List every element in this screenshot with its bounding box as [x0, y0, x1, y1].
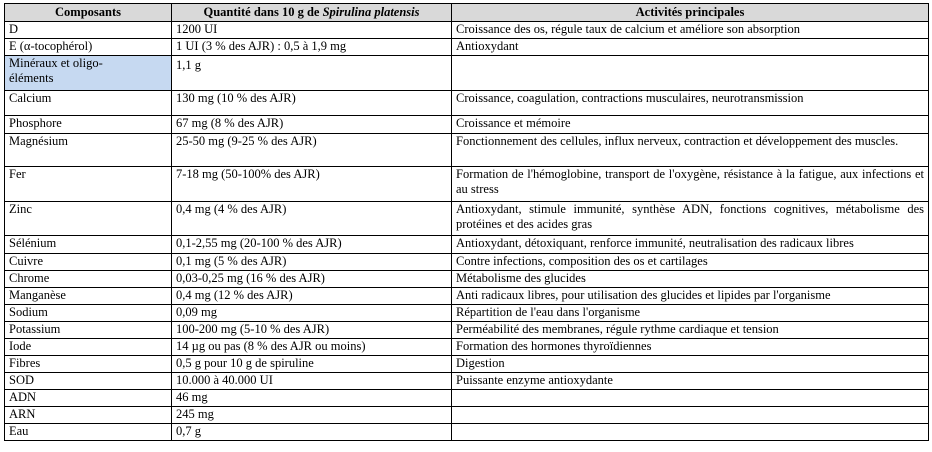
- cell-quantite: 0,1-2,55 mg (20-100 % des AJR): [172, 236, 452, 254]
- header-quantite: [172, 4, 452, 22]
- cell-composant: Zinc: [5, 202, 172, 236]
- cell-composant: Sodium: [5, 305, 172, 322]
- header-composants: Composants: [5, 4, 172, 22]
- cell-composant: Potassium: [5, 322, 172, 339]
- cell-quantite: 100-200 mg (5-10 % des AJR): [172, 322, 452, 339]
- cell-activite: [452, 390, 929, 407]
- cell-composant: ARN: [5, 407, 172, 424]
- cell-composant: D: [5, 22, 172, 39]
- header-quantite-species: Spirulina platensis: [322, 5, 420, 19]
- cell-quantite: 1 UI (3 % des AJR) : 0,5 à 1,9 mg: [172, 39, 452, 56]
- cell-activite: [452, 424, 929, 441]
- table-row: [5, 236, 929, 254]
- cell-composant: Sélénium: [5, 236, 172, 254]
- cell-activite: Perméabilité des membranes, régule rythme cardiaque et tension: [452, 322, 929, 339]
- cell-quantite: 25-50 mg (9-25 % des AJR): [172, 134, 452, 167]
- table-row: [5, 167, 929, 202]
- cell-composant: Phosphore: [5, 116, 172, 134]
- cell-quantite: 0,5 g pour 10 g de spiruline: [172, 356, 452, 373]
- cell-activite: Métabolisme des glucides: [452, 271, 929, 288]
- cell-quantite: 1200 UI: [172, 22, 452, 39]
- cell-quantite: 0,09 mg: [172, 305, 452, 322]
- table-row: [5, 91, 929, 116]
- cell-activite: Croissance, coagulation, contractions musculaires, neurotransmission: [452, 91, 929, 116]
- cell-activite: Croissance et mémoire: [452, 116, 929, 134]
- cell-quantite: 67 mg (8 % des AJR): [172, 116, 452, 134]
- table-row: [5, 254, 929, 271]
- cell-composant: Manganèse: [5, 288, 172, 305]
- cell-activite: [452, 56, 929, 91]
- table-row: [5, 116, 929, 134]
- cell-quantite: 14 µg ou pas (8 % des AJR ou moins): [172, 339, 452, 356]
- table-row: [5, 134, 929, 167]
- cell-quantite: 0,4 mg (12 % des AJR): [172, 288, 452, 305]
- table-row: [5, 339, 929, 356]
- table-row: [5, 305, 929, 322]
- cell-activite: Anti radicaux libres, pour utilisation des glucides et lipides par l'organisme: [452, 288, 929, 305]
- cell-activite: [452, 407, 929, 424]
- cell-activite: Antioxydant, stimule immunité, synthèse ADN, fonctions cognitives, métabolisme des protéines et des acides gras: [452, 202, 929, 236]
- cell-activite: Digestion: [452, 356, 929, 373]
- cell-quantite: 245 mg: [172, 407, 452, 424]
- cell-quantite: 130 mg (10 % des AJR): [172, 91, 452, 116]
- cell-composant: Magnésium: [5, 134, 172, 167]
- cell-quantite: 0,4 mg (4 % des AJR): [172, 202, 452, 236]
- cell-activite: Contre infections, composition des os et cartilages: [452, 254, 929, 271]
- table-row: [5, 424, 929, 441]
- cell-activite: Formation de l'hémoglobine, transport de l'oxygène, résistance à la fatigue, aux infections et au stress: [452, 167, 929, 202]
- cell-activite: Antioxydant, détoxiquant, renforce immunité, neutralisation des radicaux libres: [452, 236, 929, 254]
- cell-composant: Chrome: [5, 271, 172, 288]
- cell-quantite: 0,03-0,25 mg (16 % des AJR): [172, 271, 452, 288]
- cell-composant: Cuivre: [5, 254, 172, 271]
- table-row: [5, 407, 929, 424]
- cell-composant: Eau: [5, 424, 172, 441]
- table-row: [5, 322, 929, 339]
- cell-composant: ADN: [5, 390, 172, 407]
- table-row: [5, 271, 929, 288]
- cell-quantite: 0,1 mg (5 % des AJR): [172, 254, 452, 271]
- table-row: [5, 288, 929, 305]
- cell-composant: Iode: [5, 339, 172, 356]
- header-quantite-prefix: Quantité dans 10 g de: [203, 5, 323, 19]
- cell-quantite: 7-18 mg (50-100% des AJR): [172, 167, 452, 202]
- cell-quantite: 1,1 g: [172, 56, 452, 91]
- table-row: [5, 373, 929, 390]
- cell-activite: Formation des hormones thyroïdiennes: [452, 339, 929, 356]
- table-row: [5, 356, 929, 373]
- cell-activite: Fonctionnement des cellules, influx nerveux, contraction et développement des muscles.: [452, 134, 929, 167]
- cell-quantite: 46 mg: [172, 390, 452, 407]
- cell-quantite: 0,7 g: [172, 424, 452, 441]
- cell-activite: Puissante enzyme antioxydante: [452, 373, 929, 390]
- cell-composant: Fer: [5, 167, 172, 202]
- table-row: [5, 22, 929, 39]
- cell-composant: SOD: [5, 373, 172, 390]
- cell-composant: Calcium: [5, 91, 172, 116]
- header-row: [5, 4, 929, 22]
- table-row: [5, 390, 929, 407]
- cell-activite: Antioxydant: [452, 39, 929, 56]
- composition-table: [4, 3, 929, 441]
- table-row: [5, 202, 929, 236]
- cell-activite: Répartition de l'eau dans l'organisme: [452, 305, 929, 322]
- table-row: [5, 56, 929, 91]
- cell-activite: Croissance des os, régule taux de calcium et améliore son absorption: [452, 22, 929, 39]
- cell-composant: E (α-tocophérol): [5, 39, 172, 56]
- cell-composant: Fibres: [5, 356, 172, 373]
- cell-composant: Minéraux et oligo-éléments: [5, 56, 172, 91]
- header-activites: Activités principales: [452, 4, 929, 22]
- cell-quantite: 10.000 à 40.000 UI: [172, 373, 452, 390]
- table-row: [5, 39, 929, 56]
